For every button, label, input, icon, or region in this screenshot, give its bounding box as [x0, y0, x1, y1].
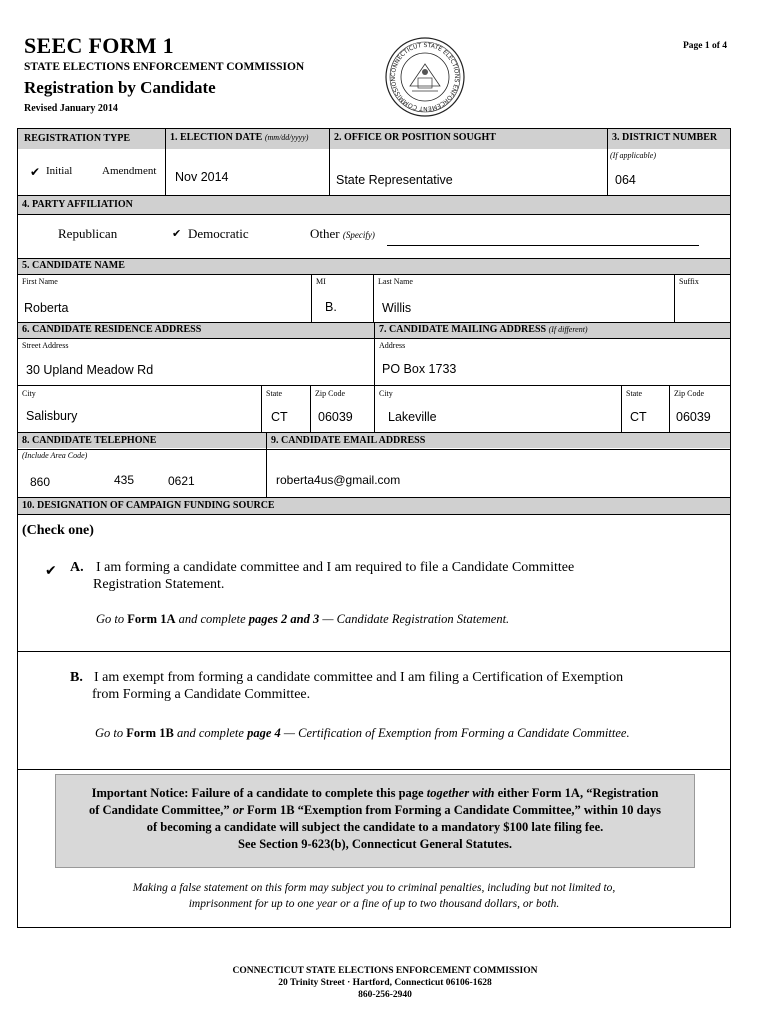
initial-checkmark[interactable]: ✔ [30, 165, 41, 179]
state-seal-icon [384, 36, 466, 118]
option-b-letter[interactable]: B. [70, 670, 83, 685]
option-a-letter[interactable]: A. [70, 560, 84, 575]
first-name-label: First Name [22, 277, 58, 286]
footer-phone: 860-256-2940 [358, 990, 412, 1000]
election-date-field[interactable]: Nov 2014 [175, 170, 229, 184]
residence-zip-field[interactable]: 06039 [318, 410, 353, 424]
residence-zip-label: Zip Code [315, 389, 345, 398]
last-name-field[interactable]: Willis [382, 301, 412, 315]
last-name-label: Last Name [378, 277, 413, 286]
revised-date: Revised January 2014 [24, 103, 118, 114]
district-hint: (If applicable) [610, 151, 656, 160]
telephone-label: 8. CANDIDATE TELEPHONE [22, 435, 157, 446]
democratic-checkmark[interactable]: ✔ [172, 227, 182, 240]
democratic-option[interactable]: Democratic [188, 226, 249, 241]
notice-line-3: of becoming a candidate will subject the candidate to a mandatory $100 late filing fee. [146, 820, 604, 834]
mailing-address-label: 7. CANDIDATE MAILING ADDRESS (If different) [379, 324, 588, 335]
residence-state-field[interactable]: CT [271, 410, 288, 424]
candidate-name-label: 5. CANDIDATE NAME [22, 260, 125, 271]
option-b-line1: I am exempt from forming a candidate committee and I am filing a Certification of Exemption [94, 670, 624, 685]
district-field[interactable]: 064 [615, 173, 636, 187]
party-label: 4. PARTY AFFILIATION [22, 199, 133, 210]
option-b-instruction: Go to Form 1B and complete page 4 — Certification of Exemption from Forming a Candidate Committee. [95, 726, 630, 740]
option-a-checkmark[interactable]: ✔ [45, 563, 57, 579]
first-name-field[interactable]: Roberta [24, 301, 69, 315]
residence-state-label: State [266, 389, 282, 398]
option-a-line1: I am forming a candidate committee and I am required to file a Candidate Committee [96, 560, 575, 575]
mi-field[interactable]: B. [325, 300, 337, 314]
other-specify-line[interactable] [387, 245, 699, 246]
mi-label: MI [316, 277, 326, 286]
check-one-label: (Check one) [22, 523, 94, 538]
option-b-line2: from Forming a Candidate Committee. [92, 687, 311, 702]
notice-line-4: See Section 9-623(b), Connecticut General Statutes. [238, 837, 512, 851]
form-title: SEEC FORM 1 [24, 33, 174, 58]
option-a-instruction: Go to Form 1A and complete pages 2 and 3 — Candidate Registration Statement. [96, 612, 510, 626]
penalty-warning-line-1: Making a false statement on this form may subject you to criminal penalties, including but not limited to, [132, 882, 616, 894]
office-field[interactable]: State Representative [336, 173, 453, 187]
suffix-label: Suffix [679, 277, 699, 286]
important-notice [55, 774, 695, 868]
option-a-line2: Registration Statement. [93, 577, 225, 592]
residence-street-field[interactable]: 30 Upland Meadow Rd [26, 363, 154, 377]
email-label: 9. CANDIDATE EMAIL ADDRESS [271, 435, 426, 446]
notice-line-2: of Candidate Committee,” or Form 1B “Exemption from Forming a Candidate Committee,” within 10 days [89, 803, 661, 817]
notice-line-1: Important Notice: Failure of a candidate to complete this page together with either Form 1A, “Registration [91, 786, 659, 800]
phone-area-code-field[interactable]: 860 [30, 475, 51, 489]
election-date-label: 1. ELECTION DATE (mm/dd/yyyy) [170, 132, 309, 143]
republican-option[interactable]: Republican [58, 226, 118, 241]
seal-text: CONNECTICUT STATE ELECTIONS ENFORCEMENT COMMISSION [389, 41, 461, 113]
amendment-option[interactable]: Amendment [102, 165, 157, 177]
phone-line-field[interactable]: 0621 [168, 474, 195, 488]
mailing-address-field[interactable]: PO Box 1733 [382, 362, 457, 376]
agency-name: STATE ELECTIONS ENFORCEMENT COMMISSION [24, 61, 305, 73]
residence-city-field[interactable]: Salisbury [26, 409, 78, 423]
street-address-label: Street Address [22, 341, 69, 350]
telephone-hint: (Include Area Code) [22, 451, 88, 460]
office-label: 2. OFFICE OR POSITION SOUGHT [334, 132, 496, 143]
mailing-city-label: City [379, 389, 393, 398]
registration-type-label: REGISTRATION TYPE [24, 133, 131, 144]
form-name: Registration by Candidate [24, 78, 216, 97]
other-option[interactable]: Other (Specify) [310, 226, 375, 241]
residence-address-label: 6. CANDIDATE RESIDENCE ADDRESS [22, 324, 202, 335]
initial-option[interactable]: Initial [46, 165, 73, 177]
registration-form [17, 128, 731, 928]
mailing-state-label: State [626, 389, 642, 398]
email-field[interactable]: roberta4us@gmail.com [276, 473, 401, 487]
footer-address: 20 Trinity Street · Hartford, Connecticut 06106-1628 [278, 978, 492, 988]
footer-agency: CONNECTICUT STATE ELECTIONS ENFORCEMENT COMMISSION [232, 966, 538, 976]
district-label: 3. DISTRICT NUMBER [612, 132, 718, 143]
mailing-zip-field[interactable]: 06039 [676, 410, 711, 424]
mailing-city-field[interactable]: Lakeville [388, 410, 437, 424]
residence-city-label: City [22, 389, 36, 398]
penalty-warning-line-2: imprisonment for up to one year or a fine of up to two thousand dollars, or both. [188, 898, 560, 910]
mailing-state-field[interactable]: CT [630, 410, 647, 424]
mailing-address-sublabel: Address [379, 341, 406, 350]
mailing-zip-label: Zip Code [674, 389, 704, 398]
funding-source-label: 10. DESIGNATION OF CAMPAIGN FUNDING SOURCE [22, 500, 275, 511]
phone-prefix-field[interactable]: 435 [114, 473, 135, 487]
page-number: Page 1 of 4 [683, 41, 728, 51]
